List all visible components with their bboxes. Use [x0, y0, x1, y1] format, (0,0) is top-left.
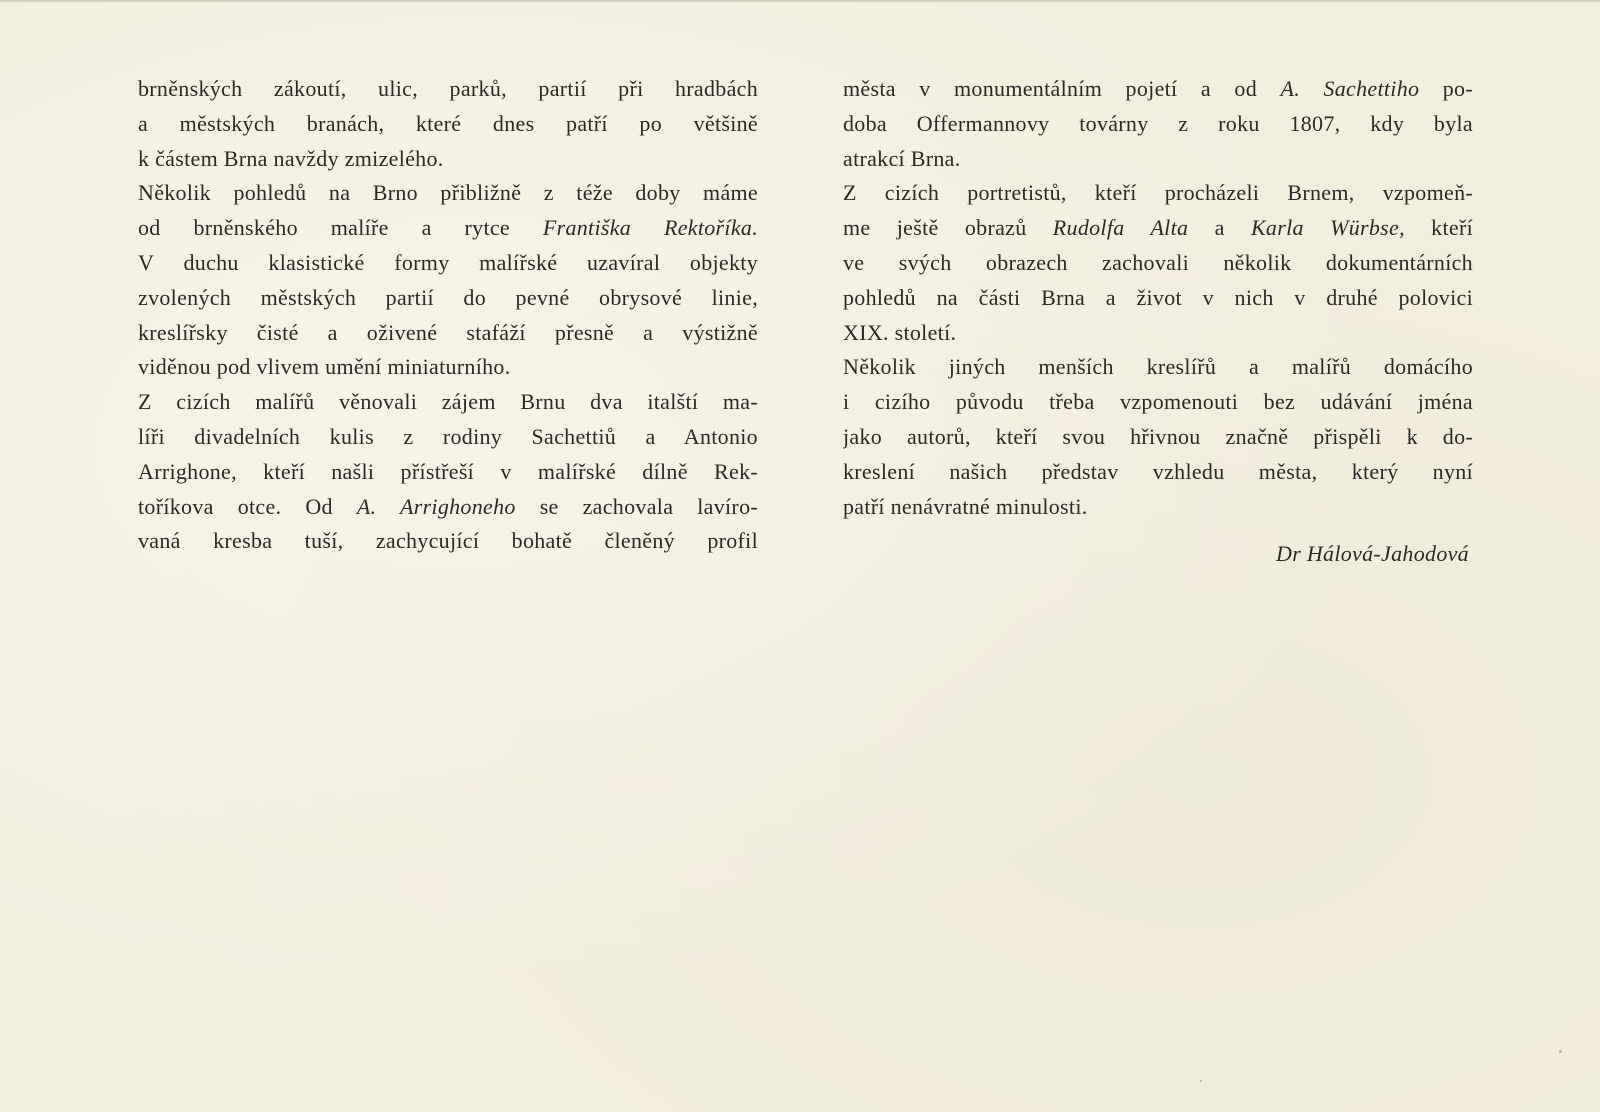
text-line — [138, 524, 758, 559]
text-run: a městských branách, které dnes patří po většině — [138, 110, 758, 136]
text-run: XIX. století. — [843, 319, 957, 345]
text-line — [843, 176, 1473, 211]
text-run: a — [1188, 215, 1251, 241]
text-line — [843, 72, 1473, 107]
text-run: zvolených městských partií do pevné obrysové linie, — [138, 284, 758, 310]
text-line — [843, 420, 1473, 455]
text-run: Několik pohledů na Brno přibližně z téže doby máme — [138, 180, 758, 206]
text-line — [843, 281, 1473, 316]
text-line — [138, 142, 758, 177]
text-line — [843, 211, 1473, 246]
text-run: města v monumentálním pojetí a od — [843, 76, 1281, 101]
text-run: vaná kresba tuší, zachycující bohatě členěný profil — [138, 528, 758, 554]
left-text-column — [138, 72, 758, 559]
text-line — [138, 72, 758, 107]
italic-name: Rudolfa Alta — [1052, 215, 1189, 241]
text-run: kreslení našich představ vzhledu města, který nyní — [843, 458, 1473, 484]
text-line — [138, 281, 758, 316]
paper-speck — [1200, 1080, 1202, 1082]
text-line — [138, 107, 758, 142]
italic-name: Františka Rektoříka. — [542, 215, 758, 241]
text-run: se zachovala lavíro- — [515, 493, 758, 519]
text-run: líři divadelních kulis z rodiny Sachettiů a Antonio — [138, 423, 758, 449]
text-line — [843, 385, 1473, 420]
italic-name: Karla Würbse, — [1250, 215, 1405, 241]
text-line — [843, 246, 1473, 281]
text-line — [843, 455, 1473, 490]
text-run: Z cizích portretistů, kteří procházeli Brnem, vzpomeň- — [843, 180, 1473, 206]
text-run: Arrighone, kteří našli přístřeší v malířské dílně Rek- — [138, 458, 758, 484]
text-run: od brněnského malíře a rytce — [138, 215, 543, 241]
text-run: i cizího původu třeba vzpomenouti bez udávání jména — [843, 389, 1473, 415]
text-line — [843, 350, 1473, 385]
page-top-edge — [0, 0, 1600, 3]
text-line — [138, 176, 758, 211]
text-line — [138, 420, 758, 455]
text-line — [138, 350, 758, 385]
text-run: po- — [1419, 76, 1473, 101]
text-line — [138, 455, 758, 490]
text-line — [843, 142, 1473, 177]
text-run: Několik jiných menších kreslířů a malířů domácího — [843, 354, 1473, 380]
text-run: patří nenávratné minulosti. — [843, 493, 1088, 519]
text-run: jako autorů, kteří svou hřivnou značně přispěli k do- — [843, 423, 1473, 449]
text-run: k částem Brna navždy zmizelého. — [138, 145, 444, 171]
text-run: viděnou pod vlivem umění miniaturního. — [138, 354, 511, 380]
text-line — [138, 316, 758, 351]
right-column-lines — [843, 72, 1473, 524]
text-line — [843, 316, 1473, 351]
text-line — [138, 490, 758, 525]
text-run: pohledů na části Brna a život v nich v druhé polovici — [843, 284, 1473, 310]
text-line — [138, 211, 758, 246]
text-line — [843, 490, 1473, 525]
text-line — [843, 107, 1473, 142]
text-line — [138, 246, 758, 281]
text-run: ve svých obrazech zachovali několik dokumentárních — [843, 249, 1473, 275]
text-run: kreslířsky čisté a oživené stafáží přesně a výstižně — [138, 319, 758, 345]
text-run: me ještě obrazů — [843, 215, 1053, 241]
text-run: atrakcí Brna. — [843, 145, 961, 171]
text-line — [138, 385, 758, 420]
text-run: brněnských zákoutí, ulic, parků, partií při hradbách — [138, 76, 758, 101]
text-run: doba Offermannovy továrny z roku 1807, kdy byla — [843, 110, 1473, 136]
italic-name: A. Arrighoneho — [356, 493, 516, 519]
right-text-column — [843, 72, 1473, 572]
text-run: kteří — [1404, 215, 1473, 241]
text-run: toříkova otce. Od — [138, 493, 357, 519]
italic-name: A. Sachettiho — [1280, 76, 1420, 101]
text-run: V duchu klasistické formy malířské uzavíral objekty — [138, 249, 758, 275]
paper-speck — [1559, 1050, 1562, 1053]
author-signature: Dr Hálová-Jahodová — [1276, 541, 1469, 567]
text-run: Z cizích malířů věnovali zájem Brnu dva italští ma- — [138, 389, 758, 415]
